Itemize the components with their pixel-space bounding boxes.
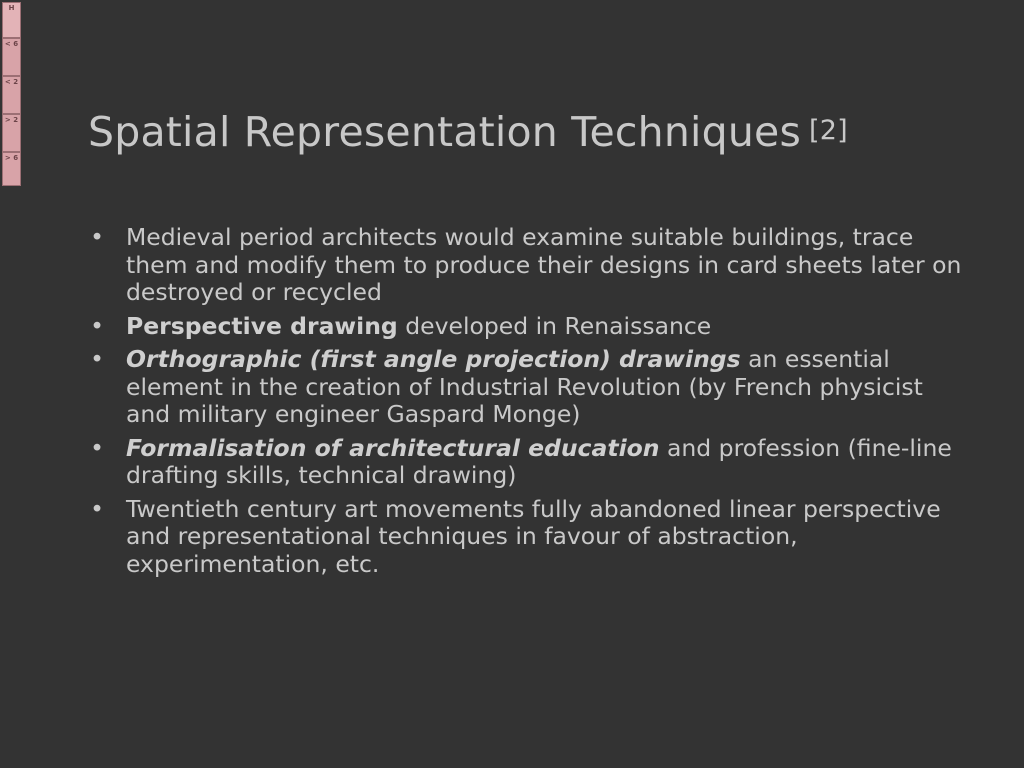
bullet-list xyxy=(86,224,966,584)
bullet-dot-icon: • xyxy=(90,494,104,523)
bullet-emphasis: Perspective drawing xyxy=(126,311,398,340)
bullet-dot-icon: • xyxy=(90,433,104,462)
forward-2-button[interactable]: > 2 xyxy=(2,114,21,152)
back-6-button[interactable]: < 6 xyxy=(2,38,21,76)
home-button[interactable]: H xyxy=(2,2,21,38)
slide-title xyxy=(88,108,848,156)
bullet-dot-icon: • xyxy=(90,345,104,373)
bullet-text: an essential element in the creation of Industrial Revolution (by French physicist and military engineer Gaspard Monge) xyxy=(126,345,923,428)
slide-title-suffix: [2] xyxy=(809,115,848,146)
bullet-dot-icon: • xyxy=(90,311,104,340)
bullet-text: Medieval period architects would examine suitable buildings, trace them and modify them to produce their designs in card sheets later on destroyed or recycled xyxy=(126,223,962,306)
back-2-button[interactable]: < 2 xyxy=(2,76,21,114)
bullet-item xyxy=(86,496,966,579)
bullet-emphasis: Orthographic (first angle projection) drawings xyxy=(126,345,741,373)
bullet-item xyxy=(86,346,966,429)
slide-title-text: Spatial Representation Techniques xyxy=(88,108,802,156)
bullet-dot-icon: • xyxy=(90,223,104,251)
bullet-text: and profession (fine-line drafting skills, technical drawing) xyxy=(126,433,952,489)
bullet-item xyxy=(86,224,966,307)
bullet-item xyxy=(86,313,966,341)
forward-6-button[interactable]: > 6 xyxy=(2,152,21,186)
slide-navigation xyxy=(2,2,21,186)
bullet-item xyxy=(86,435,966,490)
bullet-text: Twentieth century art movements fully abandoned linear perspective and representational techniques in favour of abstraction, experimentation, etc. xyxy=(126,494,941,578)
bullet-text: developed in Renaissance xyxy=(397,311,712,340)
bullet-emphasis: Formalisation of architectural education xyxy=(126,433,660,462)
